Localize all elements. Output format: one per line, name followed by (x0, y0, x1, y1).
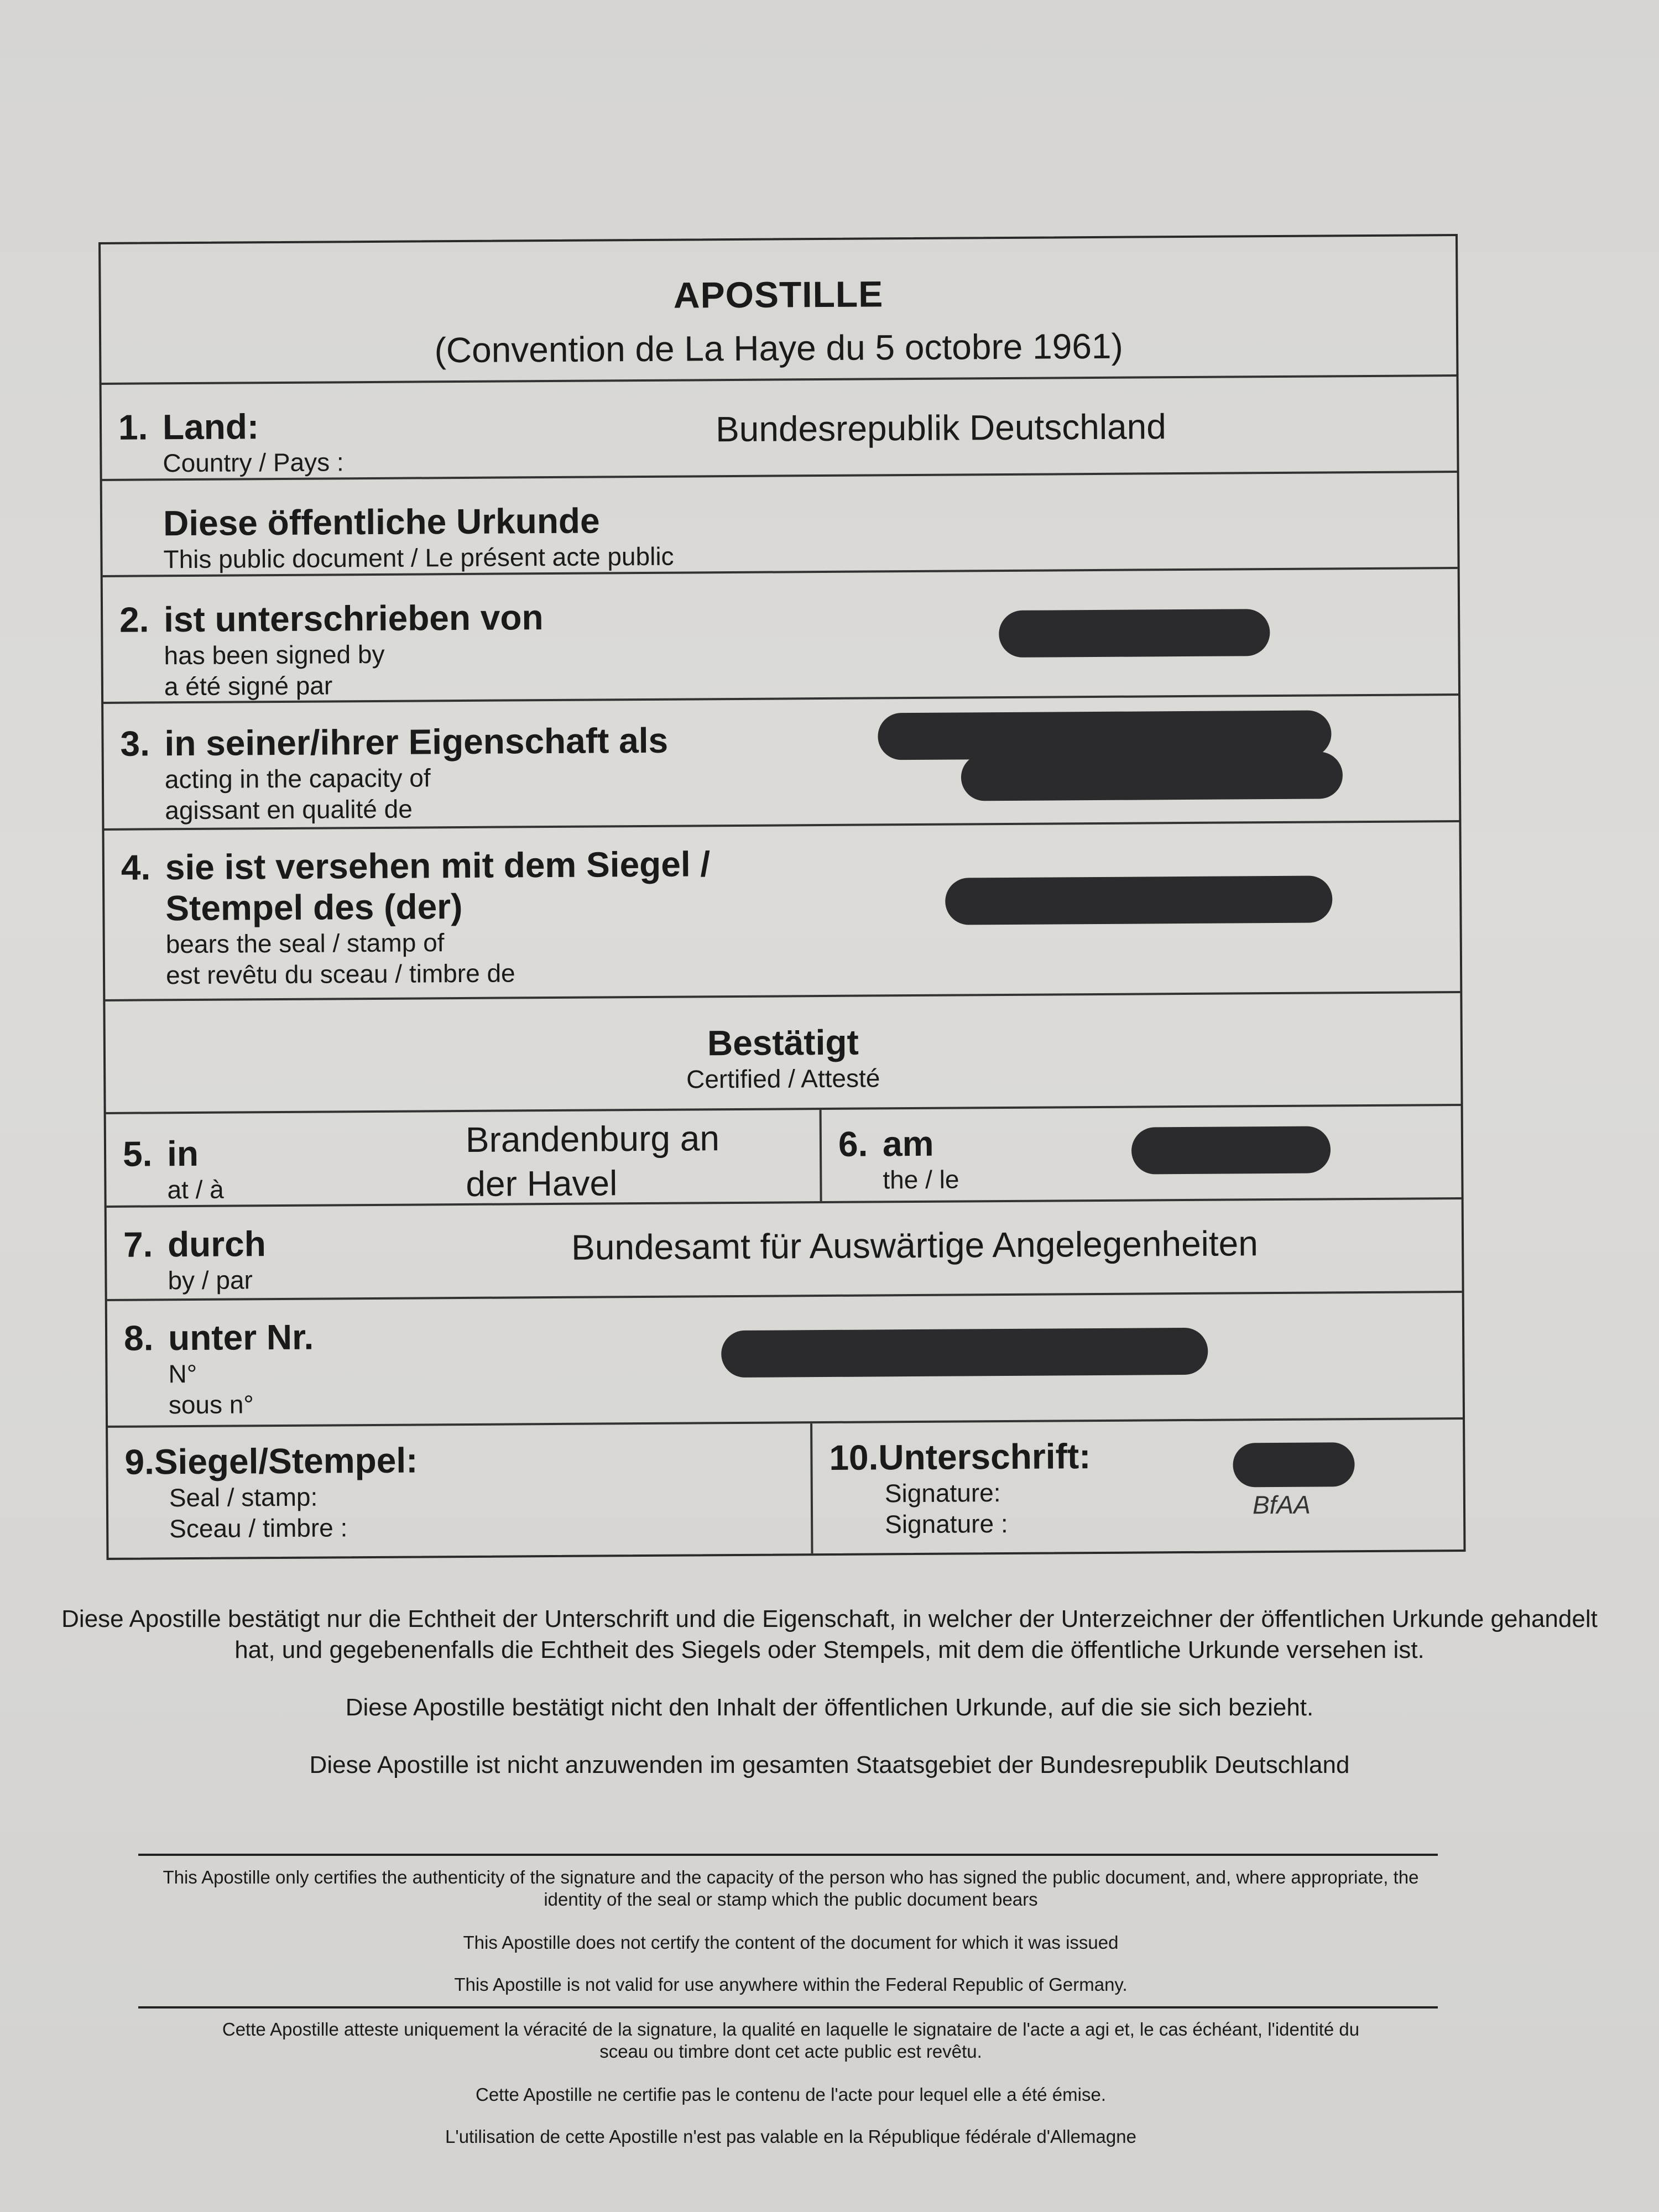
bfaa-stamp-text: BfAA (1252, 1490, 1311, 1520)
place-value-line1: Brandenburg an (465, 1118, 720, 1160)
redacted-signature (1233, 1442, 1354, 1487)
field-seal-signature (108, 1417, 1463, 1558)
notes-english: This Apostille only certifies the authenticity of the signature and the capacity of the person who has signed the public document, and, where appropriate, the identity of the seal or stamp which the public document bears This Apostille does not certify the content of the document for which it was issued This Apostille is not valid for use anywhere within the Federal Republic of Germany. (163, 1867, 1419, 1995)
land-label: Land: (162, 406, 259, 447)
field-seal: 4. sie ist versehen mit dem Siegel / Stempel des (der) bears the seal / stamp of est revêtu du sceau / timbre de (104, 820, 1460, 999)
field-capacity: 3. in seiner/ihrer Eigenschaft als acting in the capacity of agissant en qualité de (103, 693, 1459, 828)
field-number: 8. unter Nr. N° sous n° (107, 1291, 1463, 1426)
apostille-form (98, 234, 1466, 1560)
certified-section: Bestätigt Certified / Attesté (105, 991, 1460, 1112)
field-public-document: Diese öffentliche Urkunde This public document / Le présent acte public (102, 471, 1458, 575)
redacted-date (1131, 1126, 1331, 1174)
field-signature: 10.Unterschrift: Signature: Signature : BfAA (810, 1420, 1463, 1553)
field-land: 1. Land: Country / Pays : Bundesrepublik Deutschland (102, 374, 1457, 479)
redacted-capacity-line2 (961, 752, 1343, 801)
redacted-number (721, 1328, 1208, 1378)
title-section (101, 236, 1456, 383)
notes-german: Diese Apostille bestätigt nur die Echtheit der Unterschrift und die Eigenschaft, in welcher der Unterzeichner der öffentlichen Urkunde gehandelt hat, und gegebenenfalls die Echtheit des Siegels oder Stempels, mit dem die öffentliche Urkunde versehen ist. Diese Apostille bestätigt nicht den Inhalt der öffentlichen Urkunde, auf die sie sich bezieht. Diese Apostille ist nicht anzuwenden im gesamten Staatsgebiet der Bundesrepublik Deutschland (61, 1605, 1598, 1778)
field-place-date (106, 1104, 1462, 1206)
redacted-signer (999, 609, 1270, 658)
field-by: 7. durch by / par Bundesamt für Auswärtige Angelegenheiten (107, 1197, 1462, 1299)
notes-french: Cette Apostille atteste uniquement la véracité de la signature, la qualité en laquelle le signataire de l'acte a agi et, le cas échéant, l'identité du sceau ou timbre dont cet acte public est revêtu. Cette Apostille ne certifie pas le contenu de l'acte pour lequel elle a été émise. L'utilisation de cette Apostille n'est pas valable en la République fédérale d'Allemagne (222, 2019, 1360, 2147)
redacted-seal (945, 875, 1333, 925)
divider-1 (138, 1854, 1438, 1856)
field-stamp: 9.Siegel/Stempel: Seal / stamp: Sceau / timbre : (124, 1440, 418, 1543)
authority-value: Bundesamt für Auswärtige Angelegenheiten (571, 1223, 1259, 1267)
field-place: 5. in at / à Brandenburg an der Havel (106, 1110, 820, 1206)
land-value: Bundesrepublik Deutschland (715, 406, 1167, 450)
document-title: APOSTILLE (673, 273, 884, 316)
field-signed-by: 2. ist unterschrieben von has been signed by a été signé par (103, 567, 1458, 702)
place-value-line2: der Havel (466, 1163, 618, 1204)
field-date: 6. am the / le (820, 1106, 1462, 1201)
document-subtitle: (Convention de La Haye du 5 octobre 1961) (434, 326, 1124, 371)
divider-2 (138, 2006, 1438, 2008)
